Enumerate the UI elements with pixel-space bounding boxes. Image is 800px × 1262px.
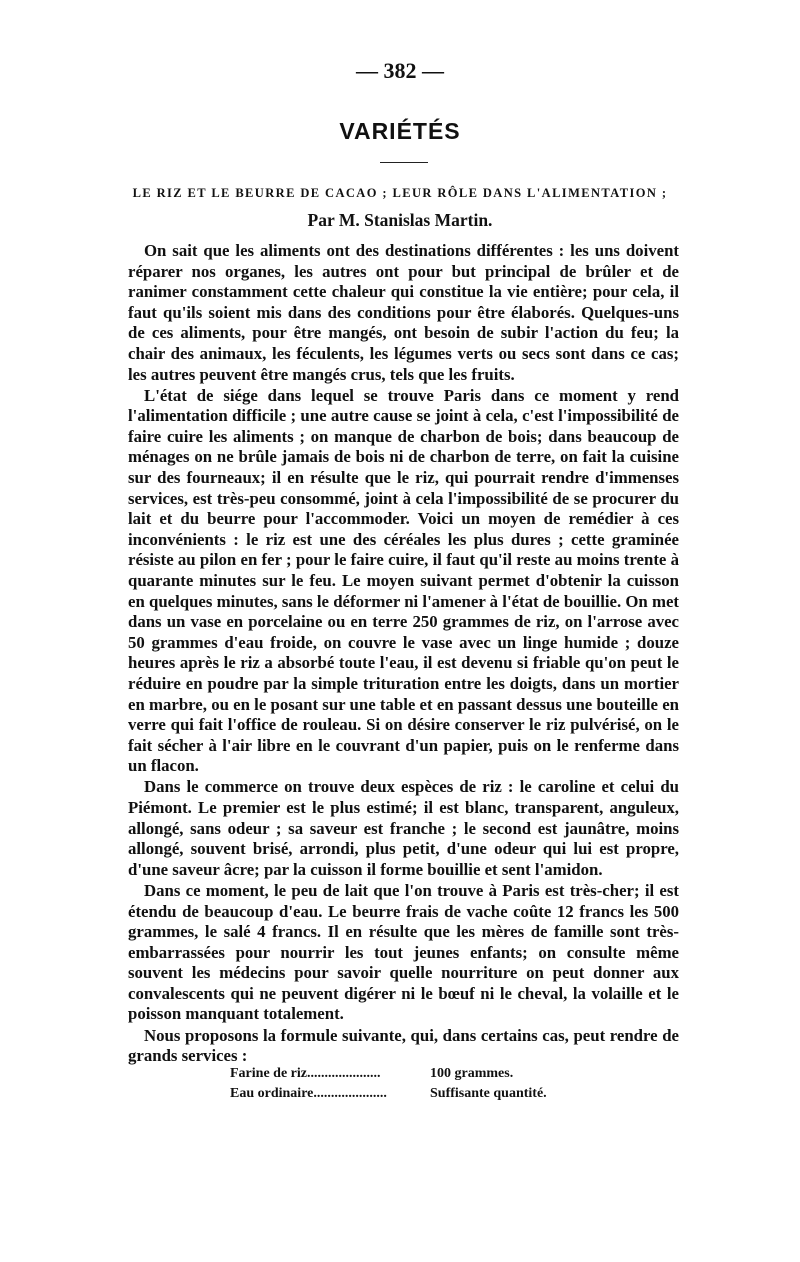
- paragraph: On sait que les aliments ont des destinations différentes : les uns doivent réparer nos organes, les autres ont pour but principal de brûler et de ranimer constamment cette chaleur qui constitue la vie entière; pour cela, il faut qu'ils soient mis dans des conditions pour être élaborés. Quelques-uns de ces aliments, pour être mangés, ont besoin de subir l'action du feu; la chair des animaux, les féculents, les légumes verts ou secs sont dans ce cas; les autres peuvent être mangés crus, tels que les fruits.: [128, 241, 679, 384]
- ingredient-name: Farine de riz.....................: [230, 1066, 381, 1081]
- article-title: LE RIZ ET LE BEURRE DE CACAO ; LEUR RÔLE DANS L'ALIMENTATION ;: [132, 186, 668, 200]
- paragraph: L'état de siége dans lequel se trouve Paris dans ce moment y rend l'alimentation difficile ; une autre cause se joint à cela, c'est l'impossibilité de faire cuire les aliments ; on manque de charbon de bois; dans beaucoup de ménages on ne brûle jamais de bois ni de charbon de terre, on fait la cuisine sur des fourneaux; il en résulte que le riz, qui pourrait rendre d'immenses services, est très-peu consommé, joint à cela l'impossibilité de se procurer du lait et du beurre pour l'accommoder. Voici un moyen de remédier à ces inconvénients : le riz est une des céréales les plus dures ; cette graminée résiste au pilon en fer ; pour le faire cuire, il faut qu'il reste au moins trente à quarante minutes sur le feu. Le moyen suivant permet d'obtenir la cuisson en quelques minutes, sans le déformer ni l'amener à l'état de bouillie. On met dans un vase en porcelaine ou en terre 250 grammes de riz, on l'arrose avec 50 grammes d'eau froide, on couvre le vase avec un linge humide ; douze heures après le riz a absorbé toute l'eau, il est devenu si friable qu'on peut le réduire en poudre par la simple trituration entre les doigts, dans un mortier en marbre, ou en le posant sur une table et en passant dessus une bouteille en verre qui fait l'office de rouleau. Si on désire conserver le riz pulvérisé, on le fait sécher à l'air libre en le couvrant d'un papier, puis on le renferme dans un flacon.: [128, 385, 679, 776]
- paragraph: Dans ce moment, le peu de lait que l'on trouve à Paris est très-cher; il est étendu de beaucoup d'eau. Le beurre frais de vache coûte 12 francs les 500 grammes, le salé 4 francs. Il en résulte que les mères de famille sont très-embarrassées pour nourrir les tout jeunes enfants; on consulte même souvent les médecins pour savoir quelle nourriture on peut donner aux convalescents qui ne peuvent digérer ni le bœuf ni le cheval, la volaille et le poisson manquant totalement.: [128, 880, 679, 1024]
- ingredient-name: Eau ordinaire.....................: [230, 1086, 387, 1101]
- article-body: [128, 241, 679, 1067]
- paragraph: Dans le commerce on trouve deux espèces de riz : le caroline et celui du Piémont. Le premier est le plus estimé; il est blanc, transparent, anguleux, allongé, sans odeur ; sa saveur est franche ; le second est jaunâtre, moins allongé, souvent brisé, arrondi, plus petit, d'une odeur qui lui est propre, d'une saveur âcre; par la cuisson il forme bouillie et sent l'amidon.: [128, 777, 679, 879]
- section-title: VARIÉTÉS: [339, 118, 461, 144]
- paragraph: Nous proposons la formule suivante, qui, dans certains cas, peut rendre de grands services :: [128, 1025, 679, 1066]
- ingredient-quantity: Suffisante quantité.: [430, 1086, 547, 1101]
- page-number: — 382 —: [356, 58, 444, 83]
- title-divider: [380, 162, 428, 163]
- formula-row: [230, 1064, 590, 1084]
- article-byline: Par M. Stanislas Martin.: [307, 210, 493, 230]
- ingredient-quantity: 100 grammes.: [430, 1066, 514, 1081]
- recipe-formula: [230, 1064, 590, 1104]
- formula-row: [230, 1084, 590, 1104]
